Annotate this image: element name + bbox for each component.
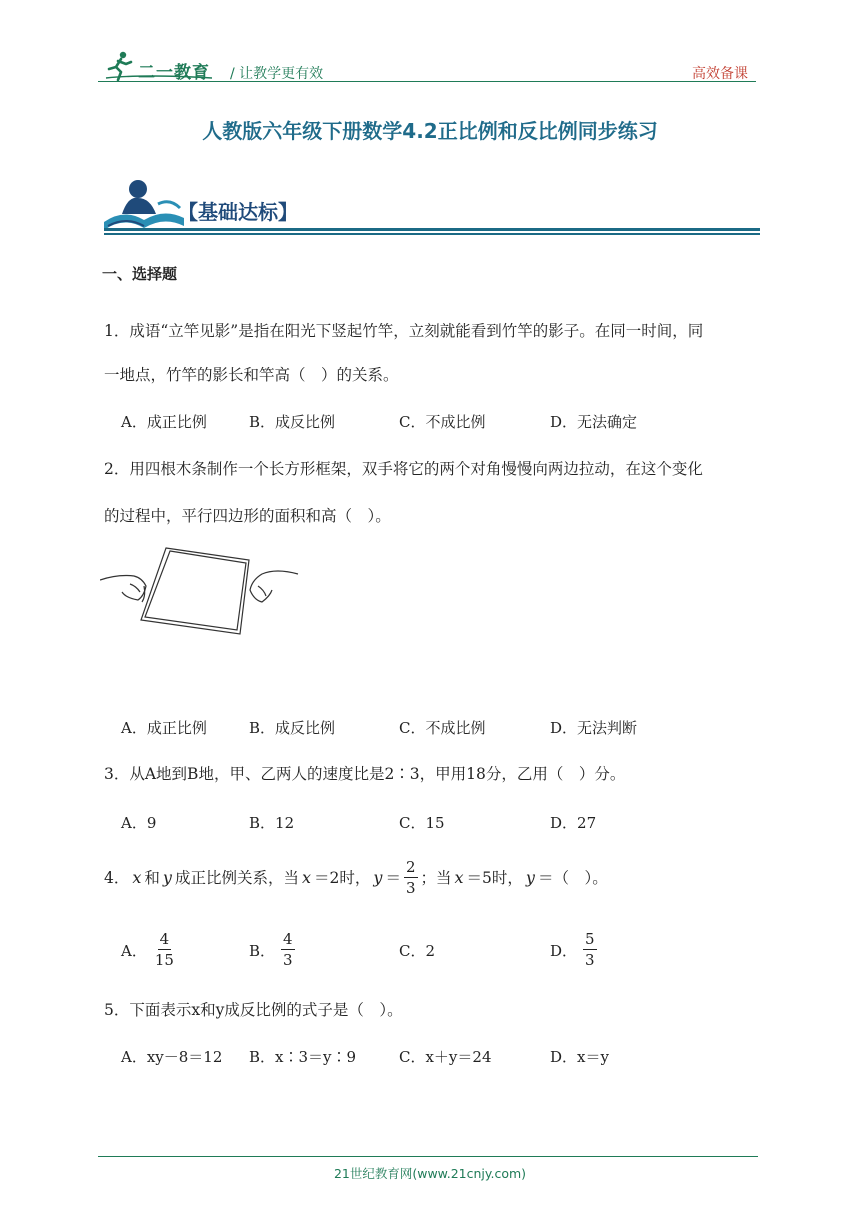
q4-var-y-3: y [525, 868, 535, 887]
footer-text: 21世纪教育网(www.21cnjy.com) [333, 1166, 527, 1181]
question-5-option-a: A．xy－8＝12 [121, 1048, 223, 1066]
q4-text-6: ＝（ ）。 [537, 869, 608, 887]
section-divider [104, 228, 760, 231]
question-4-option-d [550, 926, 597, 974]
question-3-option-d: D．27 [550, 814, 597, 832]
q4-option-d-label: D． [550, 941, 578, 960]
q4-text-3: ＝ [385, 869, 401, 887]
question-1-option-b: B．成反比例 [249, 413, 336, 431]
question-4-option-b [249, 926, 295, 974]
question-1-line-1: 1．成语“立竿见影”是指在阳光下竖起竹竿，立刻就能看到竹竿的影子。在同一时间，同 [104, 322, 704, 340]
hands-pulling-frame-illustration [100, 540, 300, 640]
question-3-line-1: 3．从A地到B地，甲、乙两人的速度比是2∶3，甲用18分，乙用（ ）分。 [104, 765, 626, 783]
q4-fraction-num: 2 [405, 858, 416, 876]
q4-text-2: ＝2时， [314, 869, 371, 887]
question-4-option-c [399, 926, 435, 974]
question-1-option-d: D．无法确定 [550, 413, 638, 431]
footer-divider [98, 1156, 758, 1157]
section-label: 【基础达标】 [178, 200, 298, 224]
page-title: 人教版六年级下册数学4.2正比例和反比例同步练习 [202, 119, 658, 143]
q4-option-d-num: 5 [585, 930, 595, 948]
header-badge: 高效备课 [692, 66, 748, 82]
q4-option-b-fraction [281, 932, 295, 968]
question-3-option-a: A．9 [121, 814, 157, 832]
question-2-line-2: 的过程中，平行四边形的面积和高（ ）。 [104, 507, 391, 525]
q4-option-b-den: 3 [283, 951, 293, 969]
question-5-line-1: 5．下面表示x和y成反比例的式子是（ ）。 [104, 1001, 403, 1019]
question-1-option-c: C．不成比例 [399, 413, 486, 431]
q4-fraction-den: 3 [405, 879, 416, 897]
q4-var-y-2: y [373, 868, 383, 887]
q4-var-y: y [162, 868, 172, 887]
brand-name: 二一教育 [138, 63, 210, 83]
slogan: / 让教学更有效 [230, 66, 324, 82]
q4-text-5: ＝5时， [466, 869, 523, 887]
q4-option-a-label: A． [121, 941, 147, 960]
q4-option-a-fraction [153, 932, 176, 968]
question-type-heading: 一、选择题 [102, 265, 178, 283]
q4-and: 和 [144, 869, 160, 887]
question-4-option-a [121, 926, 176, 974]
question-2-line-1: 2．用四根木条制作一个长方形框架，双手将它的两个对角慢慢向两边拉动，在这个变化 [104, 460, 703, 478]
question-5-option-b: B．x∶3＝y∶9 [249, 1048, 357, 1066]
question-2-option-d: D．无法判断 [550, 719, 638, 737]
q4-text-1: 成正比例关系，当 [174, 869, 299, 887]
question-2-option-a: A．成正比例 [121, 719, 207, 737]
q4-option-b-label: B． [249, 941, 276, 960]
question-1-option-a: A．成正比例 [121, 413, 207, 431]
q4-option-a-den: 15 [154, 951, 174, 969]
q4-var-x: x [132, 868, 142, 887]
q4-fraction [404, 860, 418, 896]
question-5-option-d: D．x＝y [550, 1048, 609, 1066]
q4-var-x-3: x [454, 868, 464, 887]
question-2-option-b: B．成反比例 [249, 719, 336, 737]
q4-option-c-label: C．2 [399, 941, 436, 960]
question-1-line-2: 一地点，竹竿的影长和竿高（ ）的关系。 [104, 366, 399, 384]
q4-option-a-num: 4 [159, 930, 170, 948]
q4-text-4: ；当 [420, 869, 452, 887]
q4-var-x-2: x [301, 868, 312, 887]
q4-option-b-num: 4 [283, 930, 293, 948]
q4-prefix: 4． [104, 869, 130, 887]
question-5-option-c: C．x＋y＝24 [399, 1048, 492, 1066]
reader-book-icon [100, 178, 186, 234]
q4-option-d-fraction [583, 932, 597, 968]
header-divider [98, 81, 756, 82]
question-3-option-c: C．15 [399, 814, 445, 832]
q4-option-d-den: 3 [585, 951, 595, 969]
section-divider-thin [104, 233, 760, 235]
question-2-option-c: C．不成比例 [399, 719, 486, 737]
question-3-option-b: B．12 [249, 814, 295, 832]
question-4-stem [104, 856, 608, 900]
